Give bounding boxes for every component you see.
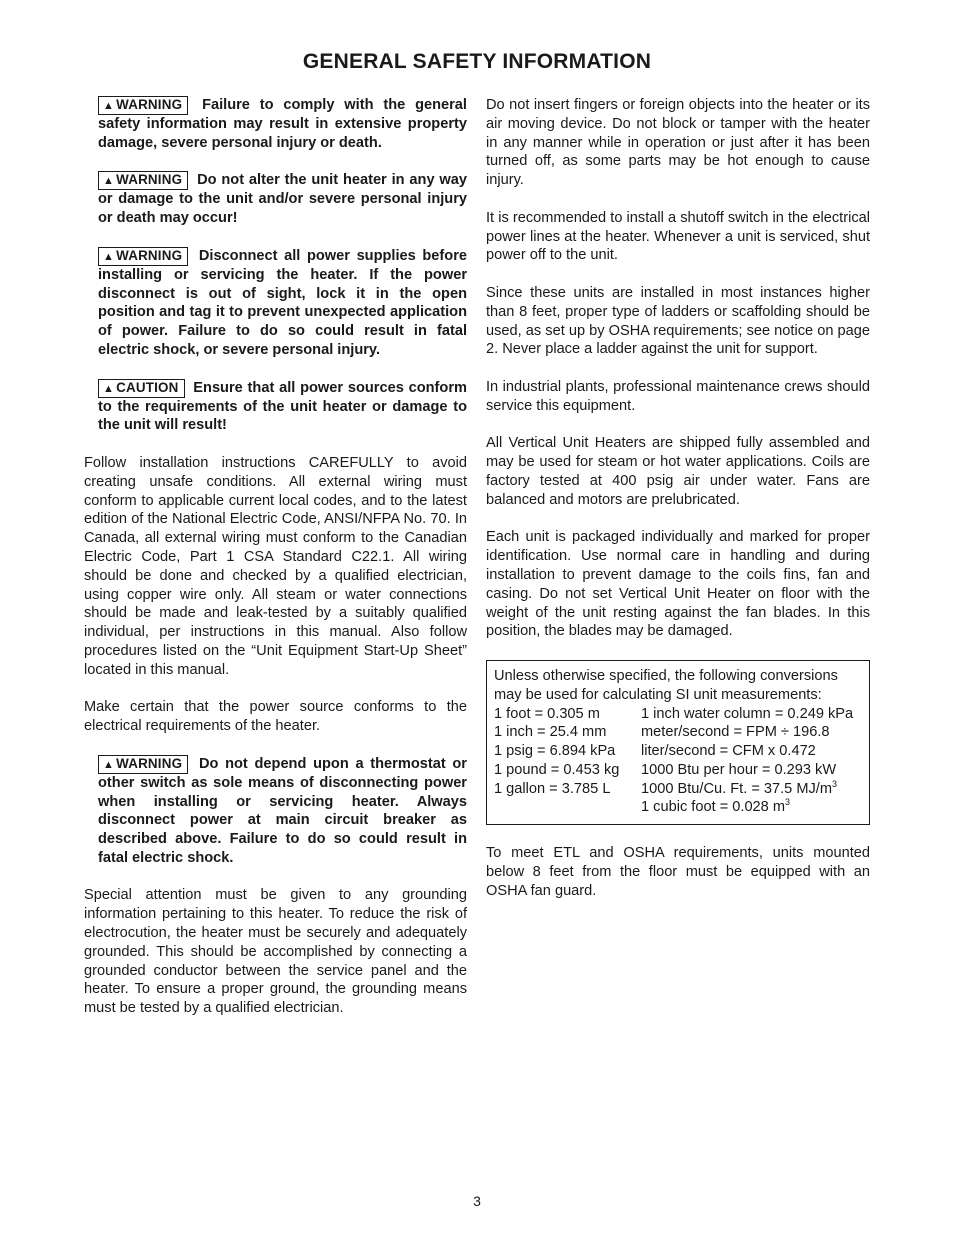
conversion-row: 1 foot = 0.305 m 1 inch water column = 0.249 kPa <box>494 705 854 722</box>
conversion-row: 1 pound = 0.453 kg 1000 Btu per hour = 0.293 kW <box>494 761 837 778</box>
warning-triangle-icon: ▲ <box>103 175 115 188</box>
page-title: GENERAL SAFETY INFORMATION <box>302 50 652 73</box>
warning-badge: ▲ WARNING <box>98 171 188 190</box>
maintenance-paragraph: In industrial plants, professional maintenance crews should service this equipment. <box>486 378 870 414</box>
right-column <box>486 96 870 919</box>
grounding-paragraph: Special attention must be given to any grounding information pertaining to this heater. To reduce the risk of electrocution, the heater must be securely and adequately grounded. This should be accomplished by connecting a grounded conductor between the service panel and the heater. To ensure a proper ground, the grounding means must be tested by a qualified electrician. <box>84 887 467 1017</box>
warning-notice <box>98 247 467 360</box>
ladder-paragraph: Since these units are installed in most instances higher than 8 feet, proper type of ladders or scaffolding should be used, as set up by OSHA requirements; see notice on page 2. Never place a ladder against the unit for support. <box>486 284 870 358</box>
power-source-paragraph: Make certain that the power source conforms to the electrical requirements of the heater. <box>84 699 467 735</box>
warning-text: Do not alter the unit heater in any way or damage to the unit and/or severe personal injury or death may occur! <box>98 172 467 227</box>
conversion-intro: Unless otherwise specified, the following conversions may be used for calculating SI unit measurements: <box>494 667 838 703</box>
conversion-row: 1 cubic foot = 0.028 $m^3$ <box>641 797 791 816</box>
warning-notice <box>98 96 467 153</box>
installation-paragraph: Follow installation instructions CAREFULLY to avoid creating unsafe conditions. All external wiring must conform to applicable current local codes, and to the latest edition of the National Electric Code, ANSI/NFPA No. 70. In Canada, all external wiring must conform to the Canadian Electric Code, Part 1 CSA Standard C22.1. All wiring should be done and checked by a qualified electrician, using copper wire only. All steam or water connections should be made and leak-tested by a suitably qualified individual, per instructions in this manual. Also follow procedures listed on the “Unit Equipment Start-Up Sheet” located in this manual. <box>84 454 467 678</box>
packaging-paragraph: Each unit is packaged individually and marked for proper identification. Use normal care in handling and during installation to prevent damage to the coils fins, fan and casing. Do not set Vertical Unit Heater on floor with the weight of the unit resting against the fan blades. In this position, the blades may be damaged. <box>486 529 870 640</box>
caution-badge: ▲ CAUTION <box>98 379 185 398</box>
warning-badge: ▲ WARNING <box>98 247 188 266</box>
warning-triangle-icon: ▲ <box>103 250 115 263</box>
page-number: 3 <box>473 1193 481 1209</box>
warning-badge: ▲ WARNING <box>98 755 188 774</box>
conversion-row: 1 gallon = 3.785 L 1000 Btu/Cu. Ft. = 37.5 $MJ/m^3$ <box>494 778 838 797</box>
shutoff-paragraph: It is recommended to install a shutoff switch in the electrical power lines at the heater. Whenever a unit is serviced, shut power off to the unit. <box>486 209 870 264</box>
warning-text: Failure to comply with the general safety information may result in extensive property damage, severe personal injury or death. <box>98 97 467 151</box>
warning-text: Disconnect all power supplies before installing or servicing the heater. If the power disconnect is out of sight, lock it in the open position and tag it to prevent unexpected application of power. Failure to do so could result in fatal electric shock, or severe personal injury. <box>98 247 467 358</box>
warning-notice <box>98 755 467 868</box>
assembly-paragraph: All Vertical Unit Heaters are shipped fully assembled and may be used for steam or hot water applications. Coils are factory tested at 400 psig air under water. Fans are balanced and motors are prelubricated. <box>486 435 870 508</box>
warning-text: Do not depend upon a thermostat or other switch as sole means of disconnecting power when installing or servicing heater. Always disconnect power at main circuit breaker as described above. Failure to do so could result in fatal electric shock. <box>98 755 467 866</box>
warning-triangle-icon: ▲ <box>103 100 115 112</box>
objects-paragraph: Do not insert fingers or foreign objects into the heater or its air moving device. Do not block or tamper with the heater in any manner while in operation or just after it has been turned off, as some parts may be hot enough to cause injury. <box>486 97 870 189</box>
warning-badge: ▲ WARNING <box>98 96 188 115</box>
warning-triangle-icon: ▲ <box>103 758 115 771</box>
osha-guard-paragraph: To meet ETL and OSHA requirements, units mounted below 8 feet from the floor must be equipped with an OSHA fan guard. <box>486 845 870 899</box>
left-column <box>84 96 467 1037</box>
conversion-table <box>494 705 853 818</box>
conversion-row: 1 psig = 6.894 kPa liter/second = CFM x 0.472 <box>494 743 816 760</box>
caution-notice <box>98 379 467 436</box>
caution-text: Ensure that all power sources conform to the requirements of the unit heater or damage to the unit will result! <box>98 379 467 434</box>
warning-notice <box>98 171 467 228</box>
conversion-row: 1 inch = 25.4 mm meter/second = FPM ÷ 196.8 <box>494 724 830 741</box>
conversion-box <box>486 660 870 825</box>
caution-triangle-icon: ▲ <box>103 382 115 395</box>
